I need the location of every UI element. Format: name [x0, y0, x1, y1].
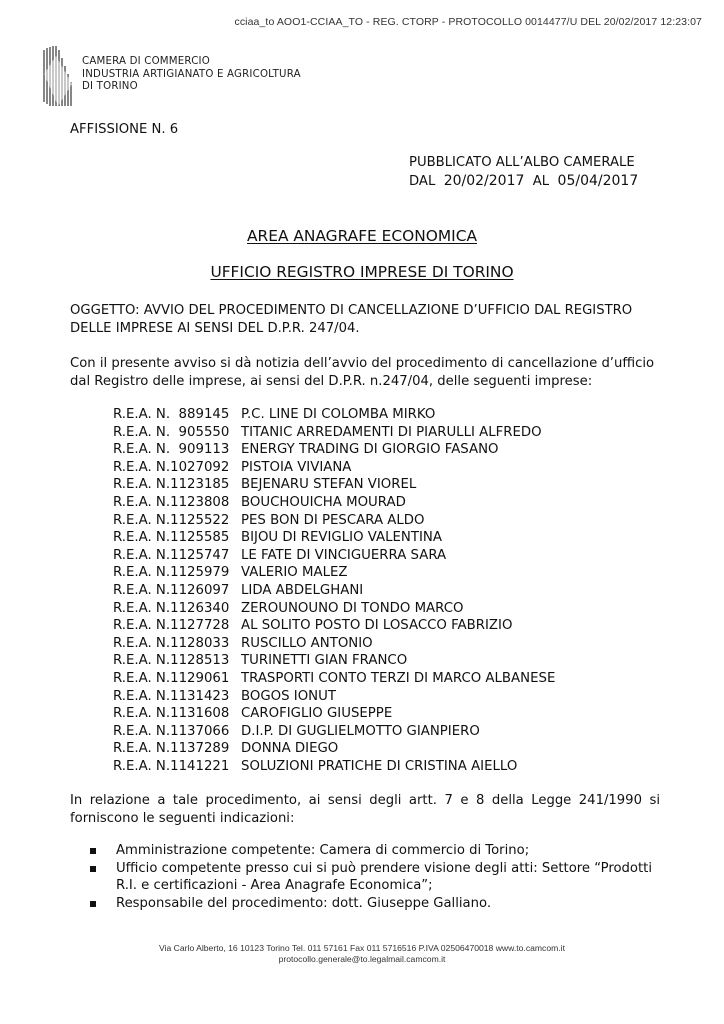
- company-name: BOUCHOUICHA MOURAD: [241, 494, 406, 510]
- company-row: [113, 582, 555, 600]
- subject-paragraph: OGGETTO: AVVIO DEL PROCEDIMENTO DI CANCELLAZIONE D’UFFICIO DAL REGISTRO DELLE IMPRESE AI SENSI DEL D.P.R. 247/04.: [70, 303, 633, 336]
- rea-number: R.E.A. N.1126340: [113, 600, 230, 616]
- rea-number: R.E.A. N.1027092: [113, 459, 230, 475]
- indications-list: [86, 842, 666, 912]
- company-row: [113, 600, 555, 618]
- company-name: PES BON DI PESCARA ALDO: [241, 512, 425, 528]
- publication-dates: [409, 172, 638, 191]
- dal-label: DAL: [409, 174, 436, 189]
- rea-number: R.E.A. N. 905550: [113, 424, 230, 440]
- company-row: [113, 740, 555, 758]
- company-row: [113, 529, 555, 547]
- footer: [0, 943, 724, 965]
- rea-number: R.E.A. N.1123185: [113, 477, 230, 493]
- company-row: [113, 723, 555, 741]
- list-item: [86, 895, 666, 913]
- organization-name: [82, 56, 301, 94]
- list-item-text: Ufficio competente presso cui si può prendere visione degli atti: Settore “Prodotti R.I. e certificazioni - Area Anagrafe Economica”;: [116, 860, 652, 893]
- company-name: VALERIO MALEZ: [241, 565, 348, 581]
- bullet-icon: [90, 866, 96, 872]
- rea-number: R.E.A. N.1131423: [113, 688, 230, 704]
- company-row: [113, 424, 555, 442]
- rea-number: R.E.A. N.1125747: [113, 547, 230, 563]
- rea-number: R.E.A. N.1126097: [113, 582, 230, 598]
- company-name: PISTOIA VIVIANA: [241, 459, 352, 475]
- relation-paragraph: In relazione a tale procedimento, ai sensi degli artt. 7 e 8 della Legge 241/1990 si forniscono le seguenti indicazioni:: [70, 793, 660, 826]
- company-name: LIDA ABDELGHANI: [241, 582, 364, 598]
- date-from: 20/02/2017: [443, 173, 525, 189]
- company-row: [113, 758, 555, 776]
- company-row: [113, 547, 555, 565]
- footer-email: protocollo.generale@to.legalmail.camcom.it: [278, 954, 446, 964]
- company-row: [113, 494, 555, 512]
- rea-number: R.E.A. N.1137066: [113, 723, 230, 739]
- company-name: TRASPORTI CONTO TERZI DI MARCO ALBANESE: [241, 670, 556, 686]
- company-row: [113, 688, 555, 706]
- company-row: [113, 617, 555, 635]
- org-line-3: DI TORINO: [82, 81, 138, 92]
- rea-number: R.E.A. N.1141221: [113, 758, 230, 774]
- company-name: AL SOLITO POSTO DI LOSACCO FABRIZIO: [241, 618, 513, 634]
- intro-paragraph: Con il presente avviso si dà notizia dell’avvio del procedimento di cancellazione d’ufficio dal Registro delle imprese, ai sensi del D.P.R. n.247/04, delle seguenti imprese:: [70, 356, 655, 389]
- company-row: [113, 512, 555, 530]
- bullet-icon: [90, 848, 96, 854]
- rea-number: R.E.A. N.1129061: [113, 670, 230, 686]
- rea-number: R.E.A. N.1128033: [113, 635, 230, 651]
- company-row: [113, 476, 555, 494]
- company-name: RUSCILLO ANTONIO: [241, 635, 373, 651]
- area-title: AREA ANAGRAFE ECONOMICA: [247, 227, 477, 245]
- company-name: DONNA DIEGO: [241, 741, 339, 757]
- org-line-1: CAMERA DI COMMERCIO: [82, 56, 210, 67]
- footer-address: Via Carlo Alberto, 16 10123 Torino Tel. 011 57161 Fax 011 5716516 P.IVA 02506470018 www.to.camcom.it: [159, 943, 565, 953]
- company-name: ENERGY TRADING DI GIORGIO FASANO: [241, 442, 499, 458]
- company-list: [113, 406, 555, 775]
- company-row: [113, 441, 555, 459]
- office-title: UFFICIO REGISTRO IMPRESE DI TORINO: [210, 263, 514, 281]
- chamber-logo: [42, 44, 78, 108]
- rea-number: R.E.A. N.1127728: [113, 618, 230, 634]
- company-row: [113, 705, 555, 723]
- al-label: AL: [532, 174, 550, 189]
- rea-number: R.E.A. N.1125979: [113, 565, 230, 581]
- company-name: BOGOS IONUT: [241, 688, 336, 704]
- company-name: TURINETTI GIAN FRANCO: [241, 653, 408, 669]
- company-name: ZEROUNOUNO DI TONDO MARCO: [241, 600, 464, 616]
- rea-number: R.E.A. N. 889145: [113, 407, 230, 422]
- company-name: TITANIC ARREDAMENTI DI PIARULLI ALFREDO: [241, 424, 542, 440]
- company-name: BEJENARU STEFAN VIOREL: [241, 477, 417, 493]
- rea-number: R.E.A. N.1125522: [113, 512, 230, 528]
- company-name: CAROFIGLIO GIUSEPPE: [241, 706, 393, 722]
- affissione-number: AFFISSIONE N. 6: [70, 122, 179, 137]
- company-name: BIJOU DI REVIGLIO VALENTINA: [241, 530, 442, 546]
- company-name: P.C. LINE DI COLOMBA MIRKO: [241, 407, 436, 422]
- company-row: [113, 406, 555, 424]
- publication-block: [409, 154, 638, 191]
- bullet-icon: [90, 901, 96, 907]
- rea-number: R.E.A. N.1131608: [113, 706, 230, 722]
- publication-line: PUBBLICATO ALL’ALBO CAMERALE: [409, 155, 635, 170]
- rea-number: R.E.A. N.1125585: [113, 530, 230, 546]
- company-name: SOLUZIONI PRATICHE DI CRISTINA AIELLO: [241, 758, 518, 774]
- list-item-text: Responsabile del procedimento: dott. Giuseppe Galliano.: [116, 895, 492, 911]
- company-row: [113, 459, 555, 477]
- company-row: [113, 670, 555, 688]
- company-row: [113, 564, 555, 582]
- rea-number: R.E.A. N.1137289: [113, 741, 230, 757]
- rea-number: R.E.A. N.1128513: [113, 653, 230, 669]
- company-row: [113, 652, 555, 670]
- protocol-stamp: cciaa_to AOO1-CCIAA_TO - REG. CTORP - PROTOCOLLO 0014477/U DEL 20/02/2017 12:23:07: [234, 16, 702, 28]
- date-to: 05/04/2017: [557, 173, 639, 189]
- rea-number: R.E.A. N.1123808: [113, 494, 230, 510]
- list-item-text: Amministrazione competente: Camera di commercio di Torino;: [116, 843, 530, 858]
- list-item: [86, 842, 666, 860]
- company-row: [113, 635, 555, 653]
- company-name: LE FATE DI VINCIGUERRA SARA: [241, 547, 447, 563]
- company-name: D.I.P. DI GUGLIELMOTTO GIANPIERO: [241, 723, 480, 739]
- list-item: [86, 860, 666, 895]
- rea-number: R.E.A. N. 909113: [113, 442, 230, 458]
- org-line-2: INDUSTRIA ARTIGIANATO E AGRICOLTURA: [82, 68, 301, 80]
